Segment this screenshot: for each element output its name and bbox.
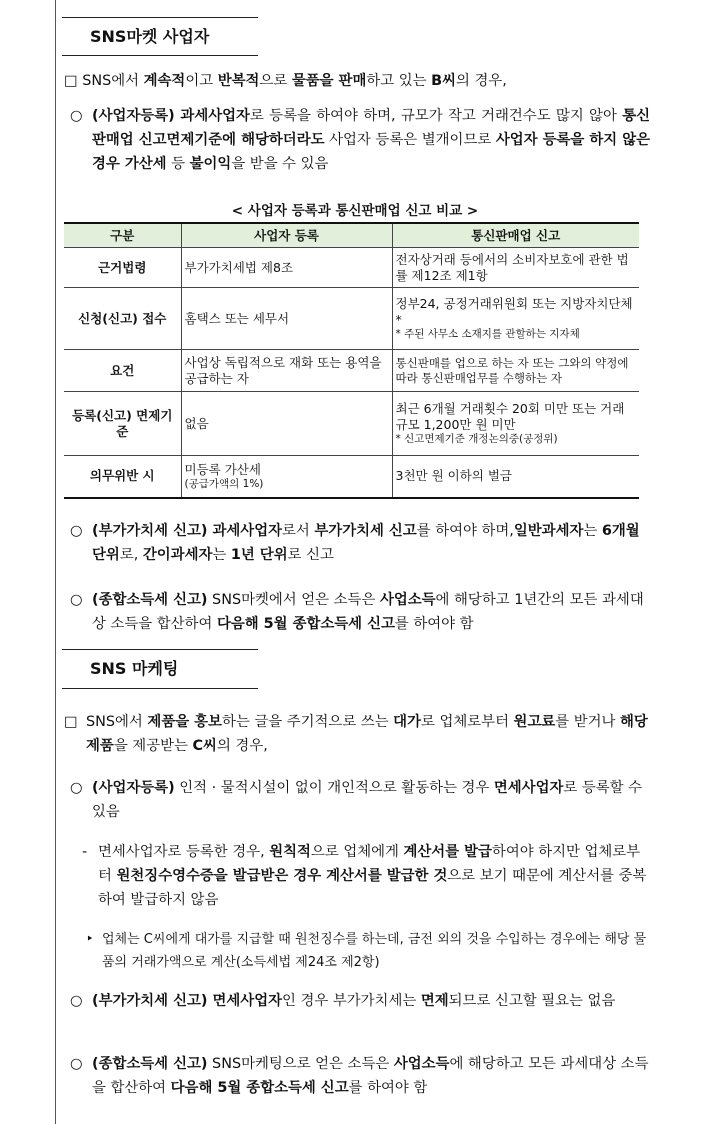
table-cell bbox=[392, 456, 639, 498]
emphasis-text: 계산서를 발급 bbox=[403, 844, 492, 860]
emphasis-text: (사업자등록) 과세사업자 bbox=[92, 108, 250, 124]
paragraph-text bbox=[82, 73, 507, 89]
table-cell bbox=[392, 350, 639, 392]
paragraph bbox=[70, 588, 650, 636]
emphasis-text: 반복적 bbox=[217, 73, 260, 89]
emphasis-text: 다음해 5월 종합소득세 신고 bbox=[216, 616, 395, 632]
paragraph-text bbox=[92, 1056, 648, 1096]
text-run: 을 제공받는 bbox=[113, 738, 193, 754]
emphasis-text: (부가가치세 신고) 과세사업자 bbox=[92, 523, 282, 539]
emphasis-text: 원칙적 bbox=[269, 844, 311, 860]
emphasis-text: 다음해 5월 종합소득세 신고 bbox=[170, 1080, 349, 1096]
emphasis-text: 해당 제품 bbox=[86, 714, 648, 754]
text-run: 로 업체로부터 bbox=[420, 714, 514, 730]
circle-bullet: ○ bbox=[70, 993, 83, 1009]
text-run: 하여야 하지만 업체로부터 bbox=[98, 844, 641, 884]
paragraph bbox=[64, 710, 650, 758]
cell-text: 3천만 원 이하의 벌금 bbox=[395, 468, 512, 484]
cell-text: 없음 bbox=[184, 415, 209, 431]
text-run: SNS에서 bbox=[82, 73, 144, 89]
paragraph bbox=[70, 104, 650, 176]
text-run: 이고 bbox=[185, 73, 218, 89]
text-run: 사업자 등록은 별개이므로 bbox=[324, 132, 496, 148]
circle-bullet: ○ bbox=[70, 108, 83, 124]
table-row bbox=[64, 392, 639, 456]
text-run: 를 하여야 함 bbox=[348, 1080, 428, 1096]
emphasis-text: 계속적 bbox=[143, 73, 186, 89]
text-run: 의 경우, bbox=[456, 73, 507, 89]
table-cell bbox=[392, 392, 639, 456]
dash-bullet: - bbox=[82, 844, 88, 860]
paragraph bbox=[70, 989, 650, 1013]
emphasis-text: 원천징수영수증을 발급받은 경우 계산서를 발급한 것 bbox=[116, 868, 448, 884]
emphasis-text: 면세사업자 bbox=[493, 780, 564, 796]
text-run: 로서 bbox=[282, 523, 315, 539]
text-run: 인 경우 부가가치세는 bbox=[282, 993, 421, 1009]
paragraph-text bbox=[102, 932, 646, 970]
footnote-text: * 신고면제기준 개정논의중(공정위) bbox=[395, 433, 558, 445]
text-run: 를 하여야 함 bbox=[394, 616, 474, 632]
circle-bullet: ○ bbox=[70, 592, 83, 608]
emphasis-text: 사업소득 bbox=[379, 592, 436, 608]
emphasis-text: C씨 bbox=[192, 738, 217, 754]
table-row bbox=[64, 456, 639, 498]
table-row bbox=[64, 248, 639, 288]
circle-bullet: ○ bbox=[70, 1056, 83, 1072]
cell-text: 미등록 가산세 bbox=[184, 461, 261, 477]
emphasis-text: B씨 bbox=[431, 73, 456, 89]
text-run: 으로 업체에게 bbox=[310, 844, 404, 860]
emphasis-text: 1년 단위 bbox=[230, 547, 288, 563]
row-label: 근거법령 bbox=[64, 248, 181, 288]
footnote-text: * 주된 사무소 소재지를 관할하는 지자체 bbox=[395, 328, 580, 340]
circle-bullet: ○ bbox=[70, 780, 83, 796]
table-row bbox=[64, 350, 639, 392]
table-cell bbox=[181, 248, 392, 288]
cell-text: 정부24, 공정거래위원회 또는 지방자치단체* bbox=[395, 296, 633, 327]
square-bullet: □ bbox=[64, 714, 78, 730]
table-cell bbox=[181, 288, 392, 350]
emphasis-text: 사업소득 bbox=[393, 1056, 450, 1072]
emphasis-text: 일반과세자 bbox=[513, 523, 584, 539]
section-title-text: SNS마켓 사업자 bbox=[90, 26, 210, 46]
text-run: SNS마케팅으로 얻은 소득은 bbox=[207, 1056, 394, 1072]
table-header-cell: 구분 bbox=[64, 223, 181, 248]
table-caption: < 사업자 등록과 통신판매업 신고 비교 > bbox=[231, 203, 479, 219]
table-header-cell: 사업자 등록 bbox=[181, 223, 392, 248]
comparison-table bbox=[64, 222, 639, 499]
cell-text: 최근 6개월 거래횟수 20회 미만 또는 거래규모 1,200만 원 미만 bbox=[395, 401, 625, 432]
paragraph bbox=[64, 69, 649, 93]
emphasis-text: (부가가치세 신고) 면세사업자 bbox=[92, 993, 282, 1009]
text-run: 을 받을 수 있음 bbox=[231, 156, 329, 172]
table-cell bbox=[181, 350, 392, 392]
emphasis-text: 면제 bbox=[420, 993, 449, 1009]
emphasis-text: (종합소득세 신고) bbox=[92, 1056, 208, 1072]
text-run: 로 등록을 하여야 하며, 규모가 작고 거래건수도 많지 않아 bbox=[249, 108, 623, 124]
section-title-sns-marketing bbox=[62, 649, 258, 689]
section-title-sns-market bbox=[62, 17, 258, 56]
text-run: 에 해당하고 1년간의 모든 과세대상 소득을 합산하여 bbox=[92, 592, 644, 632]
paragraph bbox=[82, 840, 650, 912]
table-cell bbox=[392, 288, 639, 350]
row-label: 의무위반 시 bbox=[64, 456, 181, 498]
text-run: 으로 보기 때문에 계산서를 중복하여 발급하지 않음 bbox=[98, 868, 647, 908]
text-run: 하는 글을 주기적으로 쓰는 bbox=[221, 714, 394, 730]
text-run: 는 bbox=[212, 547, 231, 563]
text-run: 인적 · 물적시설이 없이 개인적으로 활동하는 경우 bbox=[174, 780, 494, 796]
note-paragraph bbox=[86, 928, 650, 974]
table-cell bbox=[181, 392, 392, 456]
paragraph-text bbox=[98, 844, 646, 908]
emphasis-text: 사업자 등록을 하지 않은 경우 가산세 bbox=[92, 132, 650, 172]
text-run: 으로 bbox=[259, 73, 292, 89]
text-run: 면세사업자로 등록한 경우, bbox=[98, 844, 270, 860]
cell-text: 부가가치세법 제8조 bbox=[184, 259, 294, 275]
circle-bullet: ○ bbox=[70, 523, 83, 539]
emphasis-text: 원고료 bbox=[513, 714, 556, 730]
text-run: 하고 있는 bbox=[366, 73, 432, 89]
square-bullet: □ bbox=[64, 73, 78, 89]
paragraph-text bbox=[92, 592, 644, 632]
paragraph bbox=[70, 776, 650, 824]
left-margin-rule bbox=[55, 0, 56, 1124]
row-label: 요건 bbox=[64, 350, 181, 392]
text-run: 를 받거나 bbox=[555, 714, 621, 730]
paragraph-text bbox=[86, 714, 648, 754]
text-run: 의 경우, bbox=[216, 738, 268, 754]
paragraph bbox=[70, 519, 650, 567]
emphasis-text: 간이과세자 bbox=[142, 547, 213, 563]
paragraph bbox=[70, 1052, 650, 1100]
emphasis-text: 대가 bbox=[393, 714, 421, 730]
text-run: 등 bbox=[166, 156, 190, 172]
emphasis-text: (사업자등록) bbox=[92, 780, 175, 796]
row-label: 등록(신고) 면제기준 bbox=[64, 392, 181, 456]
emphasis-text: 6개월 단위 bbox=[92, 523, 640, 563]
text-run: SNS에서 bbox=[86, 714, 148, 730]
table-cell bbox=[181, 456, 392, 498]
cell-text: 통신판매를 업으로 하는 자 또는 그와의 약정에 따라 통신판매업무를 수행하는 자 bbox=[395, 355, 629, 385]
emphasis-text: 물품을 판매 bbox=[291, 73, 367, 89]
paragraph-text bbox=[92, 523, 640, 563]
text-run: 업체는 C씨에게 대가를 지급할 때 원천징수를 하는데, 금전 외의 것을 수입하는 경우에는 해당 물품의 거래가액으로 계산(소득세법 제24조 제2항) bbox=[102, 932, 647, 970]
text-run: 를 하여야 하며, bbox=[416, 523, 514, 539]
paragraph-text bbox=[92, 780, 642, 820]
table-header-cell: 통신판매업 신고 bbox=[392, 223, 639, 248]
paragraph-text bbox=[92, 993, 615, 1009]
table-header-row bbox=[64, 223, 639, 248]
paragraph-text bbox=[92, 108, 650, 172]
text-run: 에 해당하고 모든 과세대상 소득을 합산하여 bbox=[92, 1056, 649, 1096]
text-run: 로 등록할 수 있음 bbox=[92, 780, 643, 820]
text-run: 는 bbox=[583, 523, 602, 539]
text-run: 되므로 신고할 필요는 없음 bbox=[448, 993, 616, 1009]
emphasis-text: 부가가치세 신고 bbox=[314, 523, 417, 539]
table-row bbox=[64, 288, 639, 350]
emphasis-text: 제품을 홍보 bbox=[147, 714, 222, 730]
emphasis-text: 불이익 bbox=[189, 156, 232, 172]
text-run: 로, bbox=[119, 547, 143, 563]
section-title-text: SNS 마케팅 bbox=[90, 659, 179, 678]
text-run: SNS마켓에서 얻은 소득은 bbox=[207, 592, 380, 608]
cell-text: 사업상 독립적으로 재화 또는 용역을 공급하는 자 bbox=[184, 354, 382, 386]
text-run: 로 신고 bbox=[287, 547, 334, 563]
footnote-text: (공급가액의 1%) bbox=[184, 477, 264, 490]
emphasis-text: 통신판매업 신고면제기준에 해당하더라도 bbox=[92, 108, 650, 148]
table-cell bbox=[392, 248, 639, 288]
triangle-bullet-icon: ‣ bbox=[86, 932, 94, 947]
cell-text: 홈택스 또는 세무서 bbox=[184, 310, 290, 326]
emphasis-text: (종합소득세 신고) bbox=[92, 592, 208, 608]
cell-text: 전자상거래 등에서의 소비자보호에 관한 법률 제12조 제1항 bbox=[395, 251, 629, 283]
row-label: 신청(신고) 접수 bbox=[64, 288, 181, 350]
